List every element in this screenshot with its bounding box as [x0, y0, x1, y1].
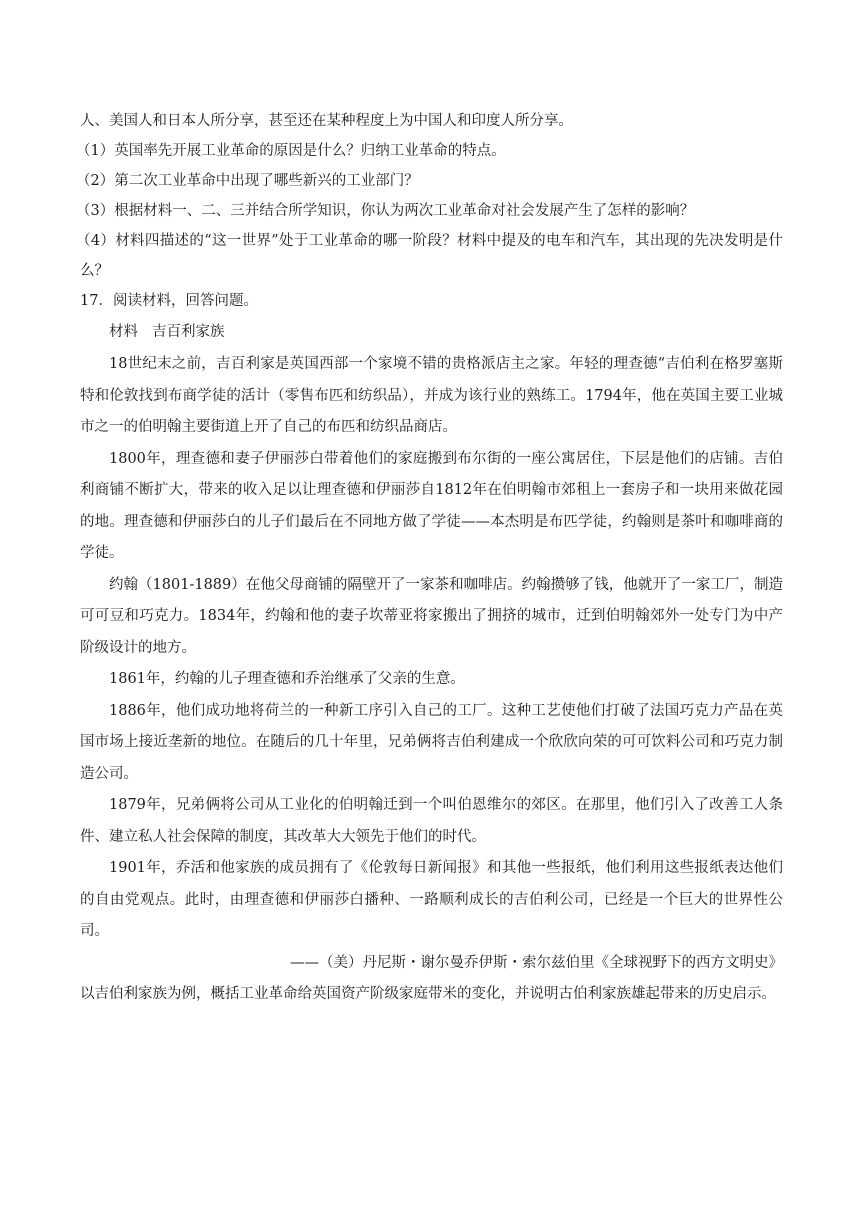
material-paragraph-3: 约翰（1801-1889）在他父母商铺的隔壁开了一家茶和咖啡店。约翰攒够了钱，他就开了一家工厂，制造可可豆和巧克力。1834年，约翰和他的妻子坎蒂亚将家搬出了拥挤的城市，迁到伯明翰郊外一处专门为中产阶级设计的地方。 — [80, 576, 783, 656]
material-title: 吉百利家族 — [152, 324, 225, 340]
question-17: 以吉伯利家族为例，概括工业革命给英国资产阶级家庭带米的变化，并说明古伯利家族雄起带来的历史启示。 — [80, 985, 776, 1002]
material-paragraph-4: 1861年，约翰的儿子理查德和乔治继承了父亲的生意。 — [109, 671, 465, 687]
question-17-heading: 17．阅读材料，回答问题。 — [80, 293, 258, 309]
material-paragraph-7: 1901年，乔活和他家族的成员拥有了《伦敦每日新闻报》和其他一些报纸，他们利用这些报纸表达他们的自由党观点。此时，由理查德和伊丽莎白播种、一路顺利成长的吉伯利公司，已经是一个巨大的世界性公司。 — [80, 860, 783, 939]
question-16-1: （1）英国率先开展工业革命的原因是什么？归纳工业革命的特点。 — [76, 143, 506, 159]
question-16-4: （4）材料四描述的“这一世界”处于工业革命的哪一阶段？材料中提及的电车和汽车，其出现的先决发明是什么？ — [76, 233, 783, 279]
material-title-line — [80, 316, 783, 349]
intro-tail: 人、美国人和日本人所分享，甚至还在某种程度上为中国人和印度人所分享。 — [80, 113, 573, 129]
question-16-2: （2）第二次工业革命中出现了哪些新兴的工业部门？ — [76, 173, 419, 189]
material-paragraph-2: 1800年，理查德和妻子伊丽莎白带着他们的家庭搬到布尔街的一座公寓居住，下层是他们的店铺。吉伯利商铺不断扩大，带来的收入足以让理查德和伊丽莎自1812年在伯明翰市郊租上一套房子和一块用来做花园的地。理查德和伊丽莎白的儿子们最后在不同地方做了学徒——本杰明是布匹学徒，约翰则是茶叶和咖啡商的学徒。 — [80, 450, 783, 561]
material-paragraph-5: 1886年，他们成功地将荷兰的一种新工序引入自己的工厂。这种工艺使他们打破了法国巧克力产品在英国市场上接近垄新的地位。在随后的几十年里，兄弟俩将吉伯利建成一个欣欣向荣的可可饮料公司和巧克力制造公司。 — [80, 702, 783, 782]
material-paragraph-1: 18世纪末之前，吉百利家是英国西部一个家境不错的贵格派店主之家。年轻的理查德“吉伯利在格罗塞斯特和伦敦找到布商学徒的活计（零售布匹和纺织品），并成为该行业的熟练工。1794年，他在英国主要工业城市之一的伯明翰主要街道上开了自己的布匹和纺织品商店。 — [80, 356, 783, 435]
material-source: ——（美）丹尼斯・谢尔曼乔伊斯・索尔兹伯里《全球视野下的西方文明史》 — [290, 954, 783, 971]
material-label: 材料 — [109, 324, 138, 340]
question-16-3: （3）根据材料一、二、三并结合所学知识，你认为两次工业革命对社会发展产生了怎样的影响？ — [76, 203, 695, 219]
document-body — [76, 106, 783, 1009]
material-paragraph-6: 1879年，兄弟俩将公司从工业化的伯明翰迁到一个叫伯恩维尔的郊区。在那里，他们引入了改善工人条件、建立私人社会保障的制度，其改革大大领先于他们的时代。 — [80, 797, 783, 845]
